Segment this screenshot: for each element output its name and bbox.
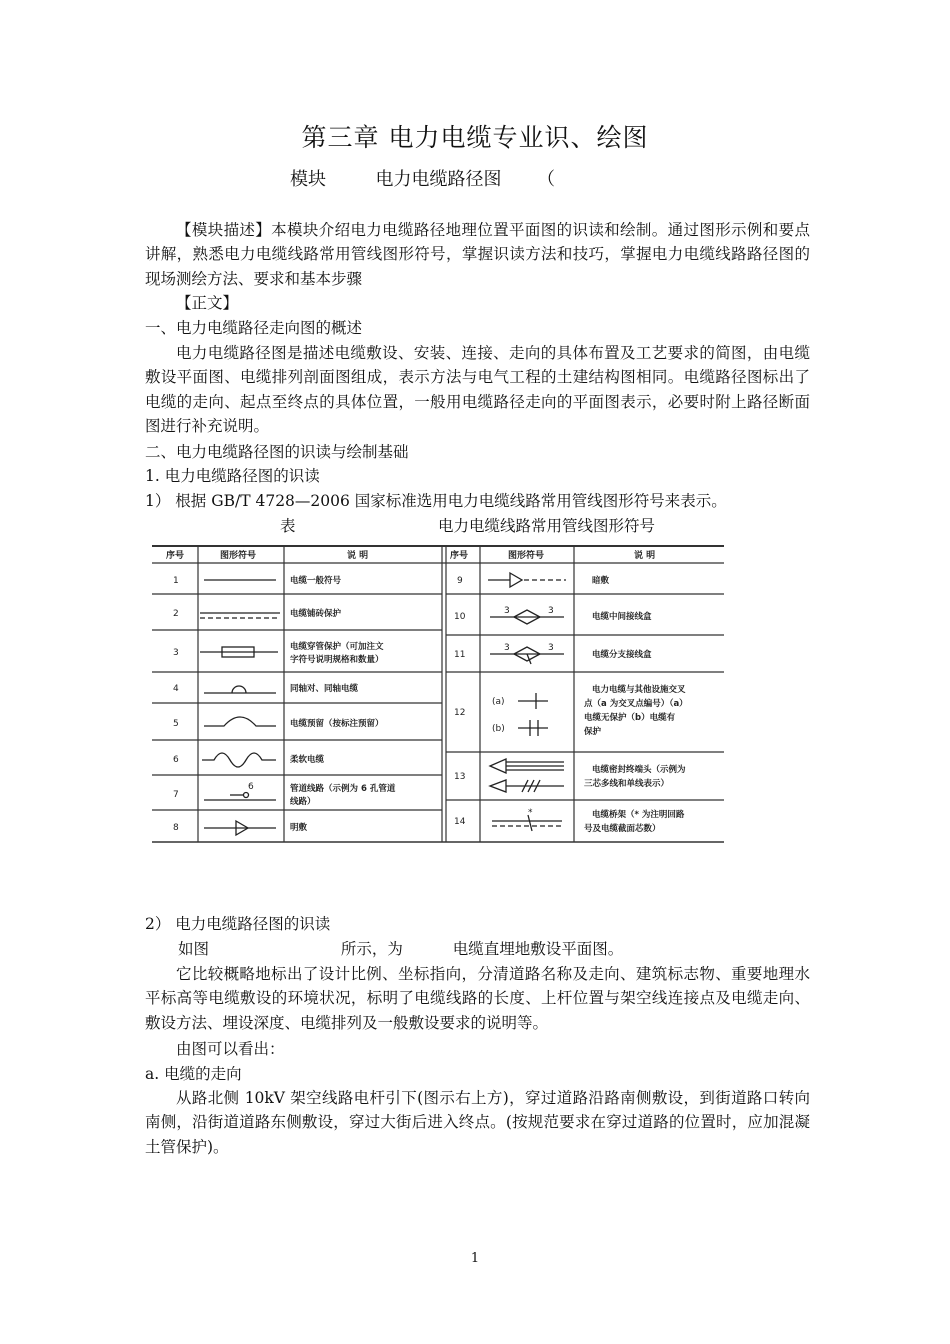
row-desc-14a: 电缆桥架（* 为注明回路 [592,810,685,820]
subsection-heading: 1. 电力电缆路径图的识读 [145,467,320,485]
list-item-a: a. 电缆的走向 [145,1065,242,1083]
tray-star: * [528,808,533,818]
row-desc-6: 柔软电缆 [290,755,325,765]
branch-label-right: 3 [548,643,554,653]
header-desc-right: 说 明 [634,551,656,561]
row-desc-1: 电缆一般符号 [290,576,342,586]
row-desc-11: 电缆分支接线盒 [592,650,652,660]
figure-ref-line [178,937,623,961]
row-desc-7b: 线路） [290,797,316,807]
symbol-cable-tray [492,815,562,831]
row-no-10: 10 [454,612,466,622]
crossing-label-b: (b) [492,724,505,734]
list-item-1: 1） 根据 GB/T 4728—2006 国家标准选用电力电缆线路常用管线图形符号来表示。 [145,492,727,510]
list-item-2: 2） 电力电缆路径图的识读 [145,915,331,933]
row-desc-7a: 管道线路（示例为 6 孔管道 [290,784,396,794]
crossing-label-a: (a) [492,697,505,707]
description-paragraph: 它比较概略地标出了设计比例、坐标指向，分清道路名称及走向、建筑标志物、重要地理水平标高等电缆敷设的环境状况，标明了电缆线路的长度、上杆位置与架空线连接点及电缆走向、敷设方法、埋设深度、电缆排列及一般敷设要求的说明等。 [145,965,810,1032]
header-no-left: 序号 [166,551,185,561]
table-caption: 电力电缆线路常用管线图形符号 [438,517,656,535]
row-no-8: 8 [173,823,179,833]
row-desc-10: 电缆中间接线盒 [592,612,652,622]
row-no-14: 14 [454,817,466,827]
symbol-concealed [488,573,566,587]
joint-label-left: 3 [504,606,510,616]
row-no-5: 5 [173,719,179,729]
row-desc-12c: 电缆无保护（b）电缆有 [584,713,676,723]
row-no-4: 4 [173,684,179,694]
page-number: 1 [470,1251,480,1266]
row-desc-3a: 电缆穿管保护（可加注文 [290,642,384,652]
symbol-conduit-protection [200,647,278,657]
header-no-right: 序号 [450,551,469,561]
row-no-12: 12 [454,708,466,718]
figure-ref-b: 所示，为 [340,940,403,958]
row-desc-14b: 号及电缆截面芯数） [584,824,661,834]
row-no-2: 2 [173,609,179,619]
row-no-7: 7 [173,790,179,800]
row-no-1: 1 [173,576,179,586]
symbol-crossing [518,693,548,736]
joint-label-right: 3 [548,606,554,616]
row-desc-13b: 三芯多线和单线表示） [584,779,670,789]
row-no-6: 6 [173,755,179,765]
cable-symbol-table [152,540,726,850]
row-desc-12d: 保护 [584,727,602,737]
row-desc-2: 电缆铺砖保护 [290,609,342,619]
row-desc-8: 明敷 [290,823,308,833]
cable-route-paragraph: 从路北侧 10kV 架空线路电杆引下(图示右上方)，穿过道路沿路南侧敷设，到街道路口转向南侧，沿街道道路东侧敷设，穿过大街后进入终点。(按规范要求在穿过道路的位置时，应加混凝土管保护)。 [145,1089,810,1156]
row-no-3: 3 [173,648,179,658]
symbol-coaxial [204,686,276,693]
table-caption-prefix: 表 [280,517,296,535]
module-label: 模块 [290,169,326,190]
module-paren: （ [536,169,555,190]
overview-paragraph: 电力电缆路径图是描述电缆敷设、安装、连接、走向的具体布置及工艺要求的简图，由电缆敷设平面图、电缆排列剖面图组成，表示方法与电气工程的土建结构图相同。电缆路径图标出了电缆的走向、起点至终点的具体位置，一般用电缆路径走向的平面图表示，必要时附上路径断面图进行补充说明。 [145,344,810,436]
symbol-reserved [204,717,276,726]
figure-note: 由图可以看出： [176,1040,285,1058]
symbol-flexible [202,753,276,767]
row-desc-13a: 电缆密封终端头（示例为 [592,765,686,775]
branch-label-left: 3 [504,643,510,653]
section-heading-2: 二、电力电缆路径图的识读与绘制基础 [145,443,409,461]
module-subtitle [290,165,555,191]
figure-ref-c: 电缆直埋地敷设平面图。 [452,940,624,958]
main-text-label: 【正文】 [176,294,239,312]
row-desc-5: 电缆预留（按标注预留） [290,719,384,729]
row-desc-9: 暗敷 [592,576,610,586]
symbol-brick-protection [200,613,280,618]
row-no-11: 11 [454,650,466,660]
row-desc-12a: 电力电缆与其他设施交叉 [592,685,686,695]
row-no-9: 9 [457,576,463,586]
header-symbol-left: 图形符号 [220,551,257,561]
duct-label: 6 [248,782,254,792]
module-name: 电力电缆路径图 [375,169,502,190]
header-desc-left: 说 明 [347,551,369,561]
symbol-duct-line [204,793,276,801]
figure-ref-a: 如图 [178,940,210,958]
row-desc-4: 同轴对、同轴电缆 [290,684,359,694]
module-description: 【模块描述】本模块介绍电力电缆路径地理位置平面图的识读和绘制。通过图形示例和要点讲解，熟悉电力电缆线路常用管线图形符号，掌握识读方法和技巧，掌握电力电缆线路路径图的现场测绘方法、要求和基本步骤 [145,221,810,288]
section-heading-1: 一、电力电缆路径走向图的概述 [145,319,363,337]
row-desc-3b: 字符号说明规格和数量） [290,655,384,665]
page-title: 第三章 电力电缆专业识、绘图 [301,123,649,152]
row-desc-12b: 点（a 为交叉点编号）（a） [584,699,688,709]
symbol-exposed [204,821,276,835]
row-no-13: 13 [454,772,466,782]
symbol-sealed-terminal [490,759,564,792]
header-symbol-right: 图形符号 [508,551,545,561]
